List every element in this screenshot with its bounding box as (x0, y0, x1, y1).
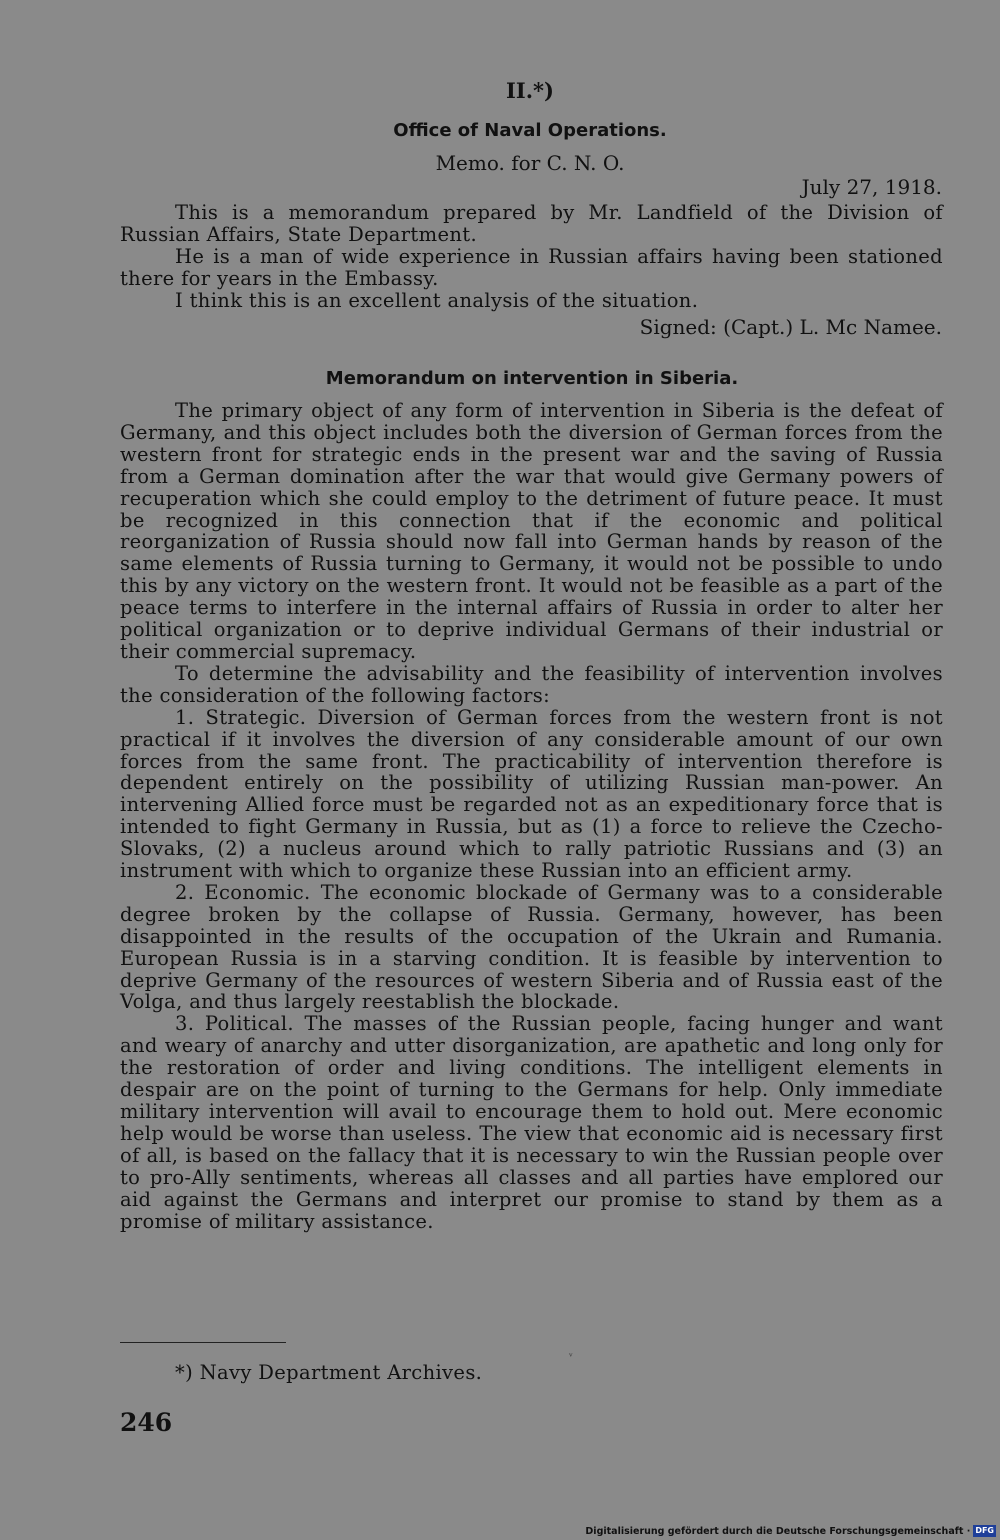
scan-speck: ᵛ (569, 1352, 573, 1363)
footnote-divider (120, 1342, 286, 1343)
memorandum-body (120, 400, 943, 1232)
dfg-logo: DFG (975, 1526, 994, 1535)
body-paragraph: The primary object of any form of intervention in Siberia is the defeat of Germany, and this object includes both the diversion of German forces from the western front for strategic ends in the present war and the saving of Russia from a German domination after the war that would give Germany powers of recuperation which she could employ to the detriment of future peace. It must be recognized in this connection that if the economic and political reorganization of Russia should now fall into German hands by reason of the same elements of Russia turning to Germany, it would not be possible to undo this by any victory on the western front. It would not be feasible as a part of the peace terms to interfere in the internal affairs of Russia in order to alter her political organization or to deprive individual Germans of their industrial or their commercial supremacy. (120, 399, 943, 663)
memo-recipient: Memo. for C. N. O. (435, 151, 625, 175)
intro-paragraph: He is a man of wide experience in Russian affairs having been stationed there for years in the Embassy. (120, 244, 943, 290)
credit-text: Digitalisierung gefördert durch die Deutsche Forschungsgemeinschaft · (585, 1525, 971, 1537)
intro-paragraph: This is a memorandum prepared by Mr. Landfield of the Division of Russian Affairs, State Department. (120, 201, 943, 246)
office-title: Office of Naval Operations. (393, 120, 667, 141)
page-number: 246 (120, 1408, 173, 1437)
body-paragraph: 3. Political. The masses of the Russian people, facing hunger and want and weary of anarchy and utter disorganization, are apathetic and long only for the restoration of order and living conditions. The intelligent elements in despair are on the point of turning to the Germans for help. Only immediate military intervention will avail to encourage them to hold out. Mere economic help would be worse than useless. The view that economic aid is necessary first of all, is based on the fallacy that it is necessary to win the Russian people over to pro-Ally sentiments, whereas all classes and all parties have emplored our aid against the Germans and interpret our promise to stand by them as a promise of military assistance. (120, 1012, 943, 1233)
intro-paragraph: I think this is an excellent analysis of the situation. (175, 288, 699, 312)
signature-line: Signed: (Capt.) L. Mc Namee. (639, 315, 942, 339)
body-paragraph: 1. Strategic. Diversion of German forces from the western front is not practical if it involves the diversion of any considerable amount of our own forces from the same front. The practicability of intervention therefore is dependent entirely on the possibility of utilizing Russian man-power. An intervening Allied force must be regarded not as an expeditionary force that is intended to fight Germany in Russia, but as (1) a force to relieve the Czecho-Slovaks, (2) a nucleus around which to rally patriotic Russians and (3) an instrument with which to organize these Russian into an efficient army. (120, 705, 943, 883)
memorandum-title: Memorandum on intervention in Siberia. (325, 368, 739, 389)
section-number: II.*) (506, 78, 554, 103)
body-paragraph: 2. Economic. The economic blockade of Germany was to a considerable degree broken by the collapse of Russia. Germany, however, has been disappointed in the results of the occupation of the Ukrain and Rumania. European Russia is in a starving condition. It is feasible by intervention to deprive Germany of the resources of western Siberia and of Russia east of the Volga, and thus largely reestablish the blockade. (120, 880, 943, 1014)
digitization-credit (585, 1525, 996, 1537)
body-paragraph: To determine the advisability and the feasibility of intervention involves the consideration of the following factors: (120, 661, 943, 707)
footnote: *) Navy Department Archives. (175, 1361, 483, 1384)
memo-date: July 27, 1918. (801, 175, 942, 199)
intro-text (120, 202, 943, 312)
